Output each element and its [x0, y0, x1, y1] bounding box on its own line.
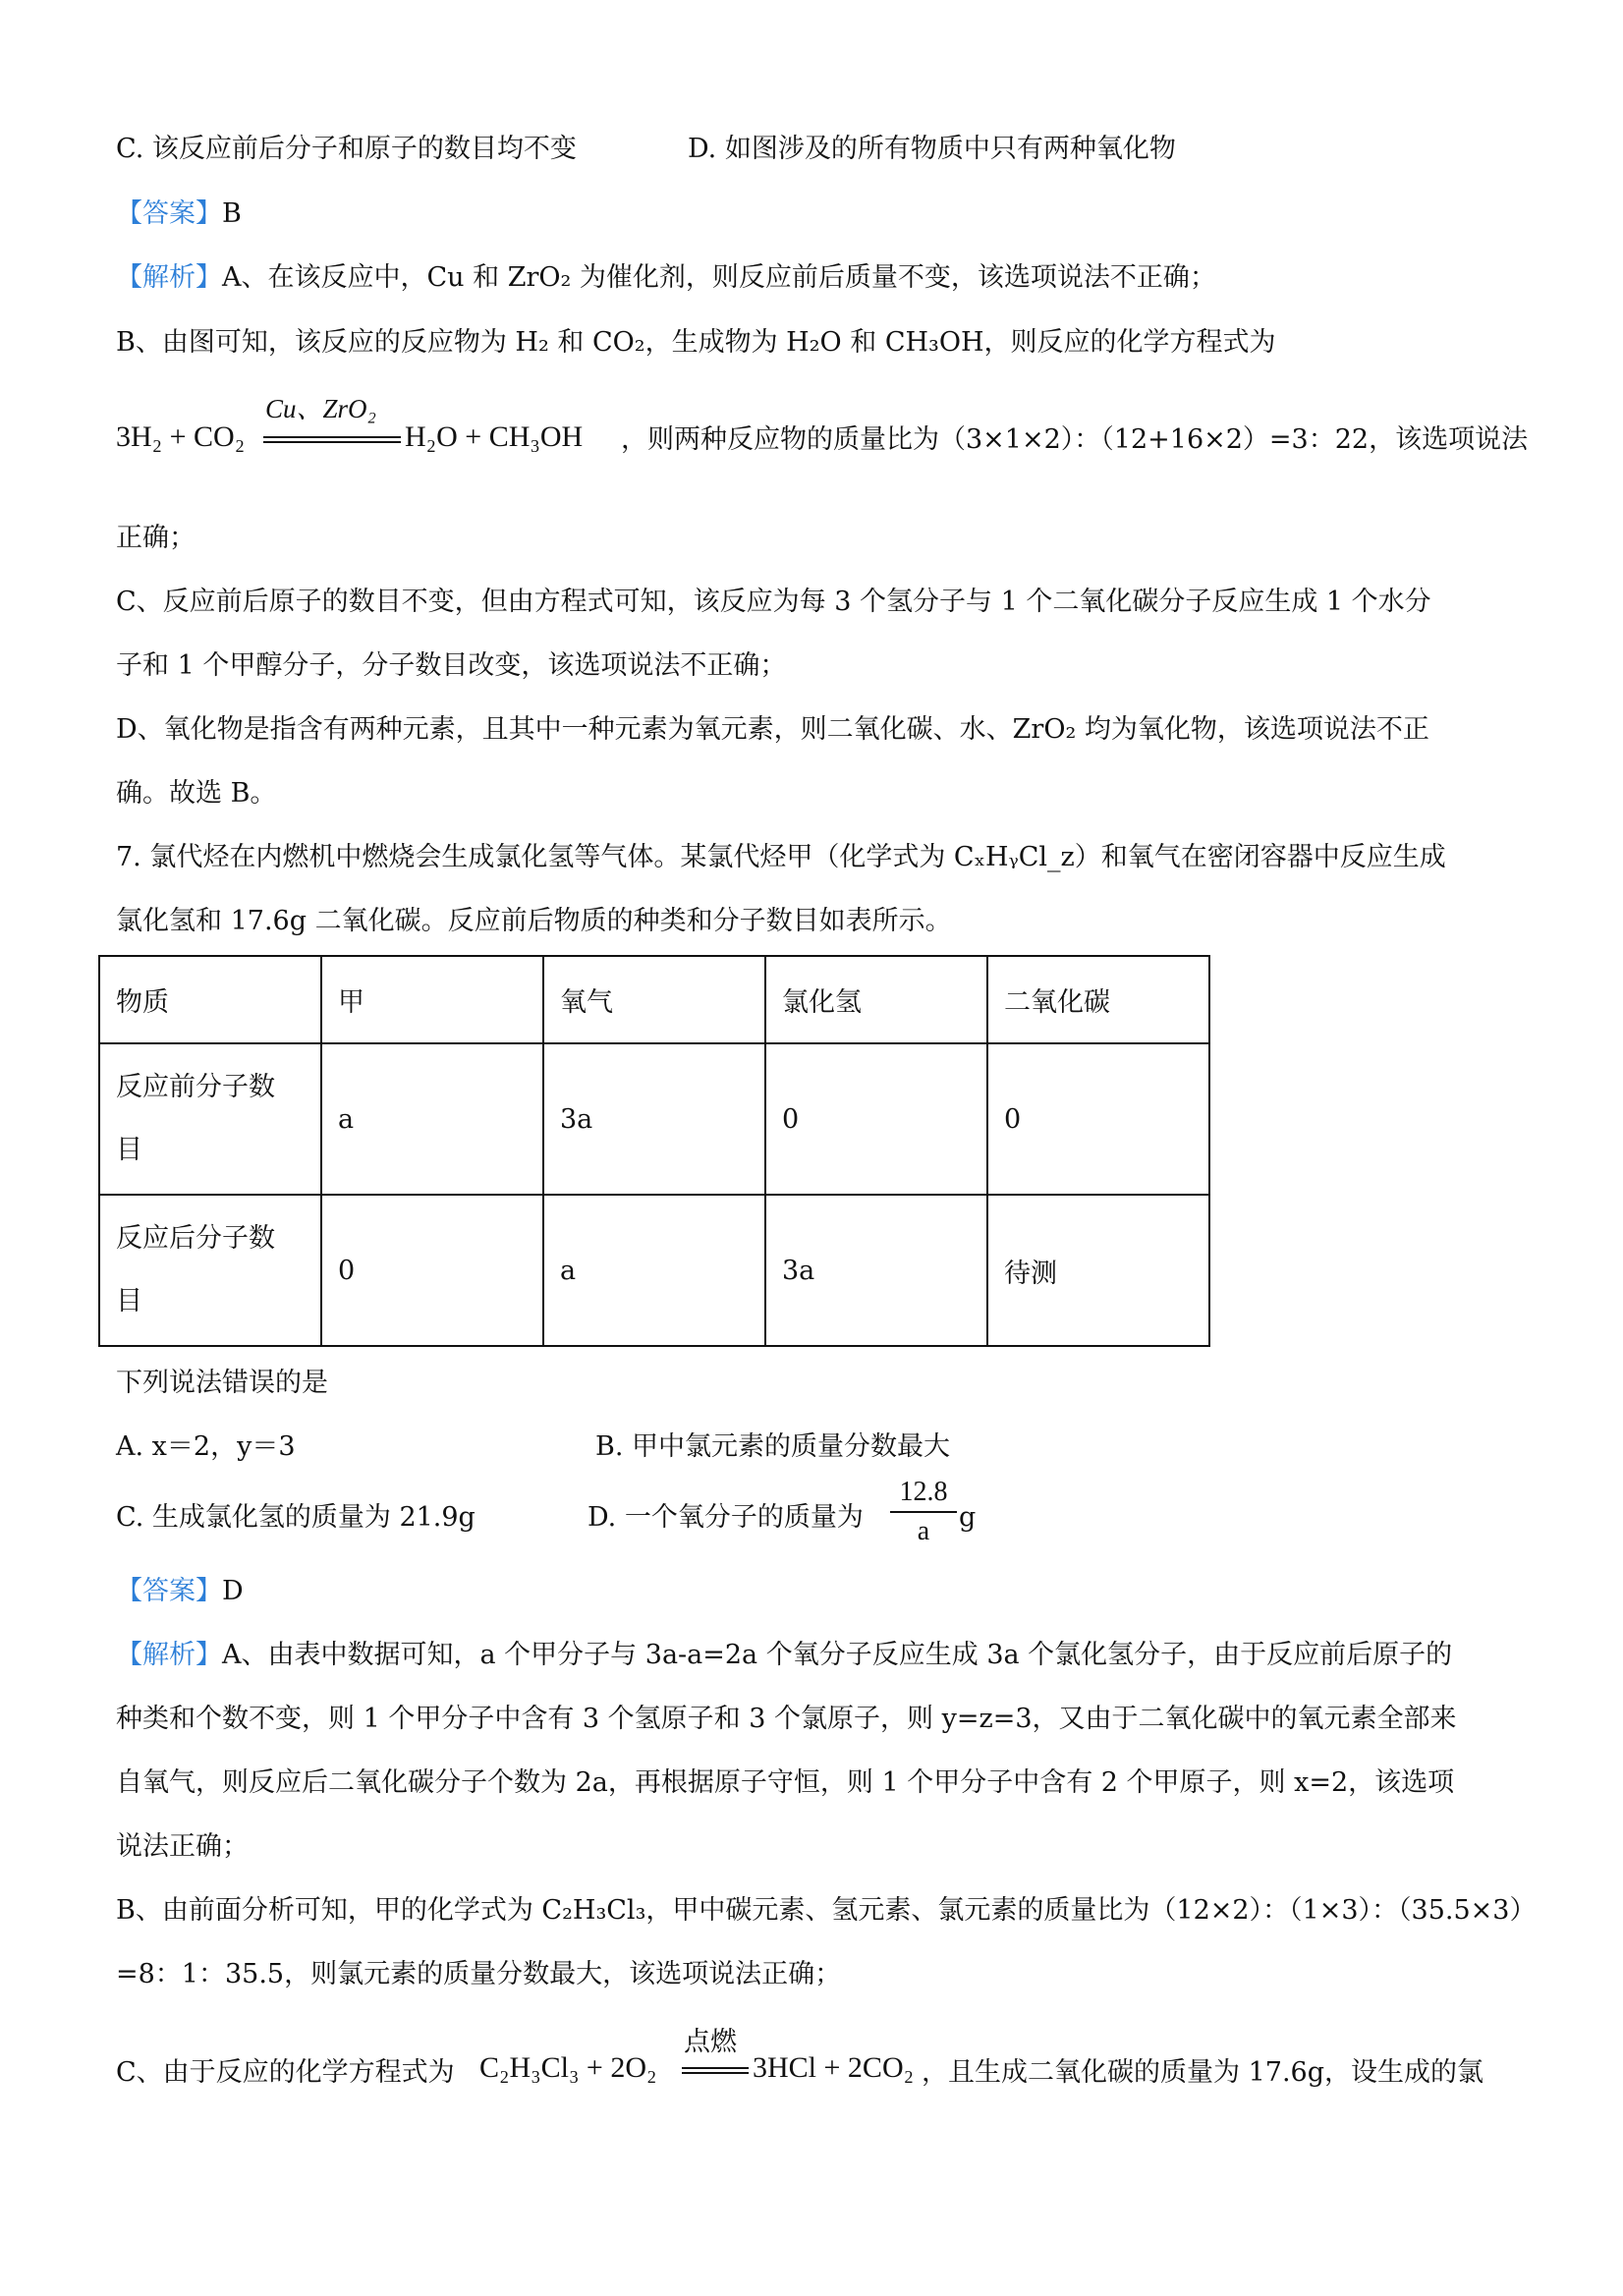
- header-cell: 氯化氢: [765, 956, 987, 1043]
- row-label: [99, 1043, 321, 1195]
- analysis-tag: 【解析】: [116, 1640, 222, 1670]
- row-label-line: 反应前分子数: [116, 1072, 275, 1102]
- q6-option-d: D. 如图涉及的所有物质中只有两种氧化物: [688, 134, 1176, 164]
- q6-analysis-a: [116, 258, 1216, 298]
- table-cell: 0: [987, 1043, 1209, 1195]
- eq1-right: H₂O + CH₃OH: [405, 420, 584, 453]
- q6-analysis-c1: C、反应前后原子的数目不变，但由方程式可知，该反应为每 3 个氢分子与 1 个二氧化碳分子反应生成 1 个水分: [116, 587, 1431, 617]
- answer-value: D: [222, 1576, 244, 1606]
- eq2-right: 3HCl + 2CO₂: [753, 2051, 915, 2084]
- analysis-text: A、在该反应中，Cu 和 ZrO₂ 为催化剂，则反应前后质量不变，该选项说法不正确；: [222, 262, 1216, 293]
- q6-analysis-c2: 子和 1 个甲醇分子，分子数目改变，该选项说法不正确；: [116, 650, 787, 681]
- q7-analysis-b2: =8：1：35.5，则氯元素的质量分数最大，该选项说法正确；: [116, 1959, 842, 1989]
- analysis-text: A、由表中数据可知，a 个甲分子与 3a-a=2a 个氧分子反应生成 3a 个氯化氢分子，由于反应前后原子的: [222, 1640, 1453, 1670]
- q6-answer: [116, 195, 242, 234]
- fraction-bar: [890, 1511, 957, 1513]
- q7-stem-1: 7. 氯代烃在内燃机中燃烧会生成氯化氢等气体。某氯代烃甲（化学式为 CₓHᵧCl_z）和氧气在密闭容器中反应生成: [116, 842, 1446, 872]
- q7-analysis-c-prefix: C、由于反应的化学方程式为: [116, 2057, 455, 2088]
- q7-stem-2: 氯化氢和 17.6g 二氧化碳。反应前后物质的种类和分子数目如表所示。: [116, 906, 952, 936]
- answer-tag: 【答案】: [116, 1576, 222, 1606]
- eq1-arrow: [263, 436, 401, 443]
- eq1-catalyst: Cu、ZrO₂: [265, 394, 376, 423]
- table-cell: 0: [765, 1043, 987, 1195]
- q6-option-c: C. 该反应前后分子和原子的数目均不变: [116, 134, 577, 164]
- row-label-line: 反应后分子数: [116, 1223, 275, 1254]
- q6-analysis-d2: 确。故选 B。: [116, 778, 277, 809]
- q7-option-c: C. 生成氯化氢的质量为 21.9g: [116, 1502, 476, 1533]
- q7-option-a: A. x＝2，y＝3: [116, 1431, 296, 1462]
- q7-question: 下列说法错误的是: [116, 1368, 328, 1398]
- analysis-tag: 【解析】: [116, 262, 222, 293]
- q6-analysis-b1: B、由图可知，该反应的反应物为 H₂ 和 CO₂，生成物为 H₂O 和 CH₃OH，则反应的化学方程式为: [116, 327, 1276, 358]
- q7-analysis-c-suffix: ，且生成二氧化碳的质量为 17.6g，设生成的氯: [922, 2057, 1483, 2088]
- table-cell: 3a: [765, 1195, 987, 1346]
- q6-analysis-d1: D、氧化物是指含有两种元素，且其中一种元素为氧元素，则二氧化碳、水、ZrO₂ 均为氧化物，该选项说法不正: [116, 714, 1429, 745]
- eq2-arrow: [682, 2067, 749, 2074]
- header-cell: 物质: [99, 956, 321, 1043]
- reaction-table: [98, 955, 1210, 1347]
- header-cell: 氧气: [543, 956, 765, 1043]
- q7-analysis-a2: 种类和个数不变，则 1 个甲分子中含有 3 个氢原子和 3 个氯原子，则 y=z=3，又由于二氧化碳中的氧元素全部来: [116, 1704, 1457, 1734]
- q7-option-b: B. 甲中氯元素的质量分数最大: [595, 1431, 951, 1462]
- fraction-numerator: 12.8: [899, 1477, 948, 1507]
- fraction-denominator: a: [917, 1516, 930, 1546]
- q7-answer: [116, 1572, 244, 1611]
- table-cell: a: [543, 1195, 765, 1346]
- table-row: [99, 1043, 1209, 1195]
- eq1-left: 3H₂ + CO₂: [116, 420, 246, 453]
- table-cell: 0: [321, 1195, 543, 1346]
- answer-value: B: [222, 198, 242, 229]
- row-label: [99, 1195, 321, 1346]
- q7-analysis-a1: [116, 1636, 1452, 1675]
- table-cell: 3a: [543, 1043, 765, 1195]
- q7-analysis-b1: B、由前面分析可知，甲的化学式为 C₂H₃Cl₃，甲中碳元素、氢元素、氯元素的质量比为（12×2）：（1×3）：（35.5×3）: [116, 1895, 1537, 1926]
- answer-tag: 【答案】: [116, 198, 222, 229]
- eq2-condition: 点燃: [684, 2027, 737, 2056]
- q6-analysis-b3: 正确；: [116, 523, 196, 553]
- option-d-unit: g: [959, 1502, 977, 1533]
- q7-analysis-a4: 说法正确；: [116, 1831, 249, 1862]
- header-cell: 二氧化碳: [987, 956, 1209, 1043]
- q7-option-d: D. 一个氧分子的质量为: [588, 1502, 864, 1533]
- eq2-left: C₂H₃Cl₃ + 2O₂: [479, 2051, 657, 2084]
- table-header-row: [99, 956, 1209, 1043]
- table-cell: a: [321, 1043, 543, 1195]
- q6-analysis-b2: ，则两种反应物的质量比为（3×1×2）：（12+16×2）=3：22，该选项说法: [621, 424, 1529, 455]
- header-cell: 甲: [321, 956, 543, 1043]
- q7-analysis-a3: 自氧气，则反应后二氧化碳分子个数为 2a，再根据原子守恒，则 1 个甲分子中含有 2 个甲原子，则 x=2，该选项: [116, 1767, 1455, 1798]
- row-label-line: 目: [116, 1286, 142, 1316]
- table-row: [99, 1195, 1209, 1346]
- row-label-line: 目: [116, 1135, 142, 1165]
- table-cell: 待测: [987, 1195, 1209, 1346]
- option-d-fraction: [890, 1476, 957, 1548]
